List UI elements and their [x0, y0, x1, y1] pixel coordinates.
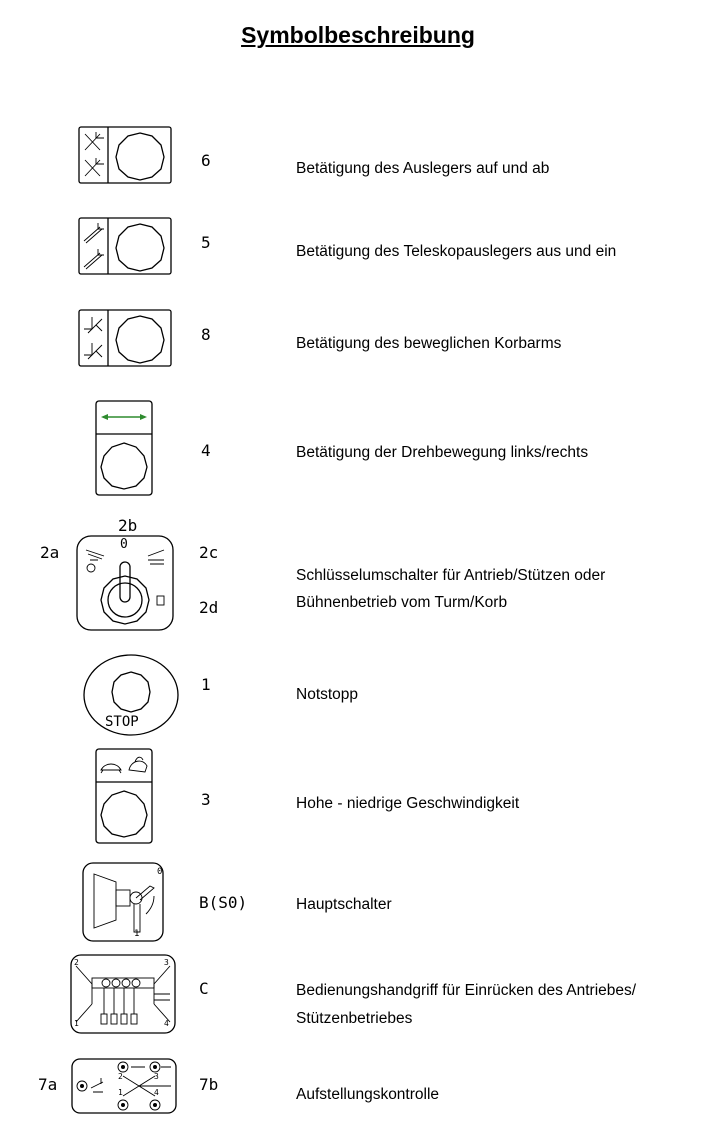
- switch-label-1: 1: [134, 929, 140, 939]
- stop-label: STOP: [105, 714, 139, 730]
- symbol-description: Aufstellungskontrolle: [296, 1086, 440, 1103]
- symbol-description: Notstopp: [296, 686, 359, 703]
- symbol-number: 4: [201, 441, 211, 460]
- main-switch-symbol: [82, 862, 164, 942]
- key-label-0: 0: [120, 537, 128, 552]
- handle-label-3: 3: [164, 958, 169, 967]
- symbol-description: Betätigung des Teleskopauslegers aus und ein: [296, 243, 617, 260]
- key-label-2a: 2a: [40, 543, 60, 562]
- symbol-number: 5: [201, 233, 211, 252]
- symbol-number: B(S0): [199, 893, 248, 912]
- symbol-description: Hohe - niedrige Geschwindigkeit: [296, 795, 520, 812]
- handle-description-line-1: Bedienungshandgriff für Einrücken des Antriebes/: [296, 982, 637, 999]
- telescopic-boom-symbol: [78, 217, 172, 275]
- panel-label-1: 1: [118, 1088, 123, 1097]
- basket-arm-symbol: [78, 309, 172, 367]
- symbol-number: 8: [201, 325, 211, 344]
- panel-label-7b: 7b: [199, 1075, 219, 1094]
- symbol-number: 6: [201, 151, 211, 170]
- handle-label-4: 4: [164, 1019, 169, 1028]
- key-switch-description-line-1: Schlüsselumschalter für Antrieb/Stützen oder: [296, 567, 606, 584]
- handle-label-2: 2: [74, 958, 79, 967]
- panel-label-2: 2: [118, 1072, 123, 1081]
- key-switch-description-line-2: Bühnenbetrieb vom Turm/Korb: [296, 594, 508, 611]
- symbol-description: Betätigung des Auslegers auf und ab: [296, 160, 550, 177]
- handle-label-1: 1: [74, 1019, 79, 1028]
- symbol-description: Hauptschalter: [296, 896, 392, 913]
- symbol-description: Betätigung der Drehbewegung links/rechts: [296, 444, 589, 461]
- panel-label-7a: 7a: [38, 1075, 58, 1094]
- setup-control-symbol: [71, 1058, 177, 1114]
- boom-up-down-symbol: [78, 126, 172, 184]
- drive-handle-symbol: [70, 954, 176, 1034]
- symbol-number: 1: [201, 675, 211, 694]
- page-title: Symbolbeschreibung: [241, 22, 475, 48]
- panel-label-4: 4: [154, 1088, 159, 1097]
- speed-selector-symbol: [95, 748, 153, 844]
- key-label-2c: 2c: [199, 543, 219, 562]
- rotation-symbol: [95, 400, 153, 496]
- key-label-2b: 2b: [118, 516, 138, 535]
- symbol-number: C: [199, 979, 209, 998]
- key-label-2d: 2d: [199, 598, 219, 617]
- symbol-number: 3: [201, 790, 211, 809]
- panel-label-3: 3: [154, 1072, 159, 1081]
- handle-description-line-2: Stützenbetriebes: [296, 1010, 413, 1027]
- switch-label-0: 0: [157, 867, 163, 877]
- symbol-description: Betätigung des beweglichen Korbarms: [296, 335, 562, 352]
